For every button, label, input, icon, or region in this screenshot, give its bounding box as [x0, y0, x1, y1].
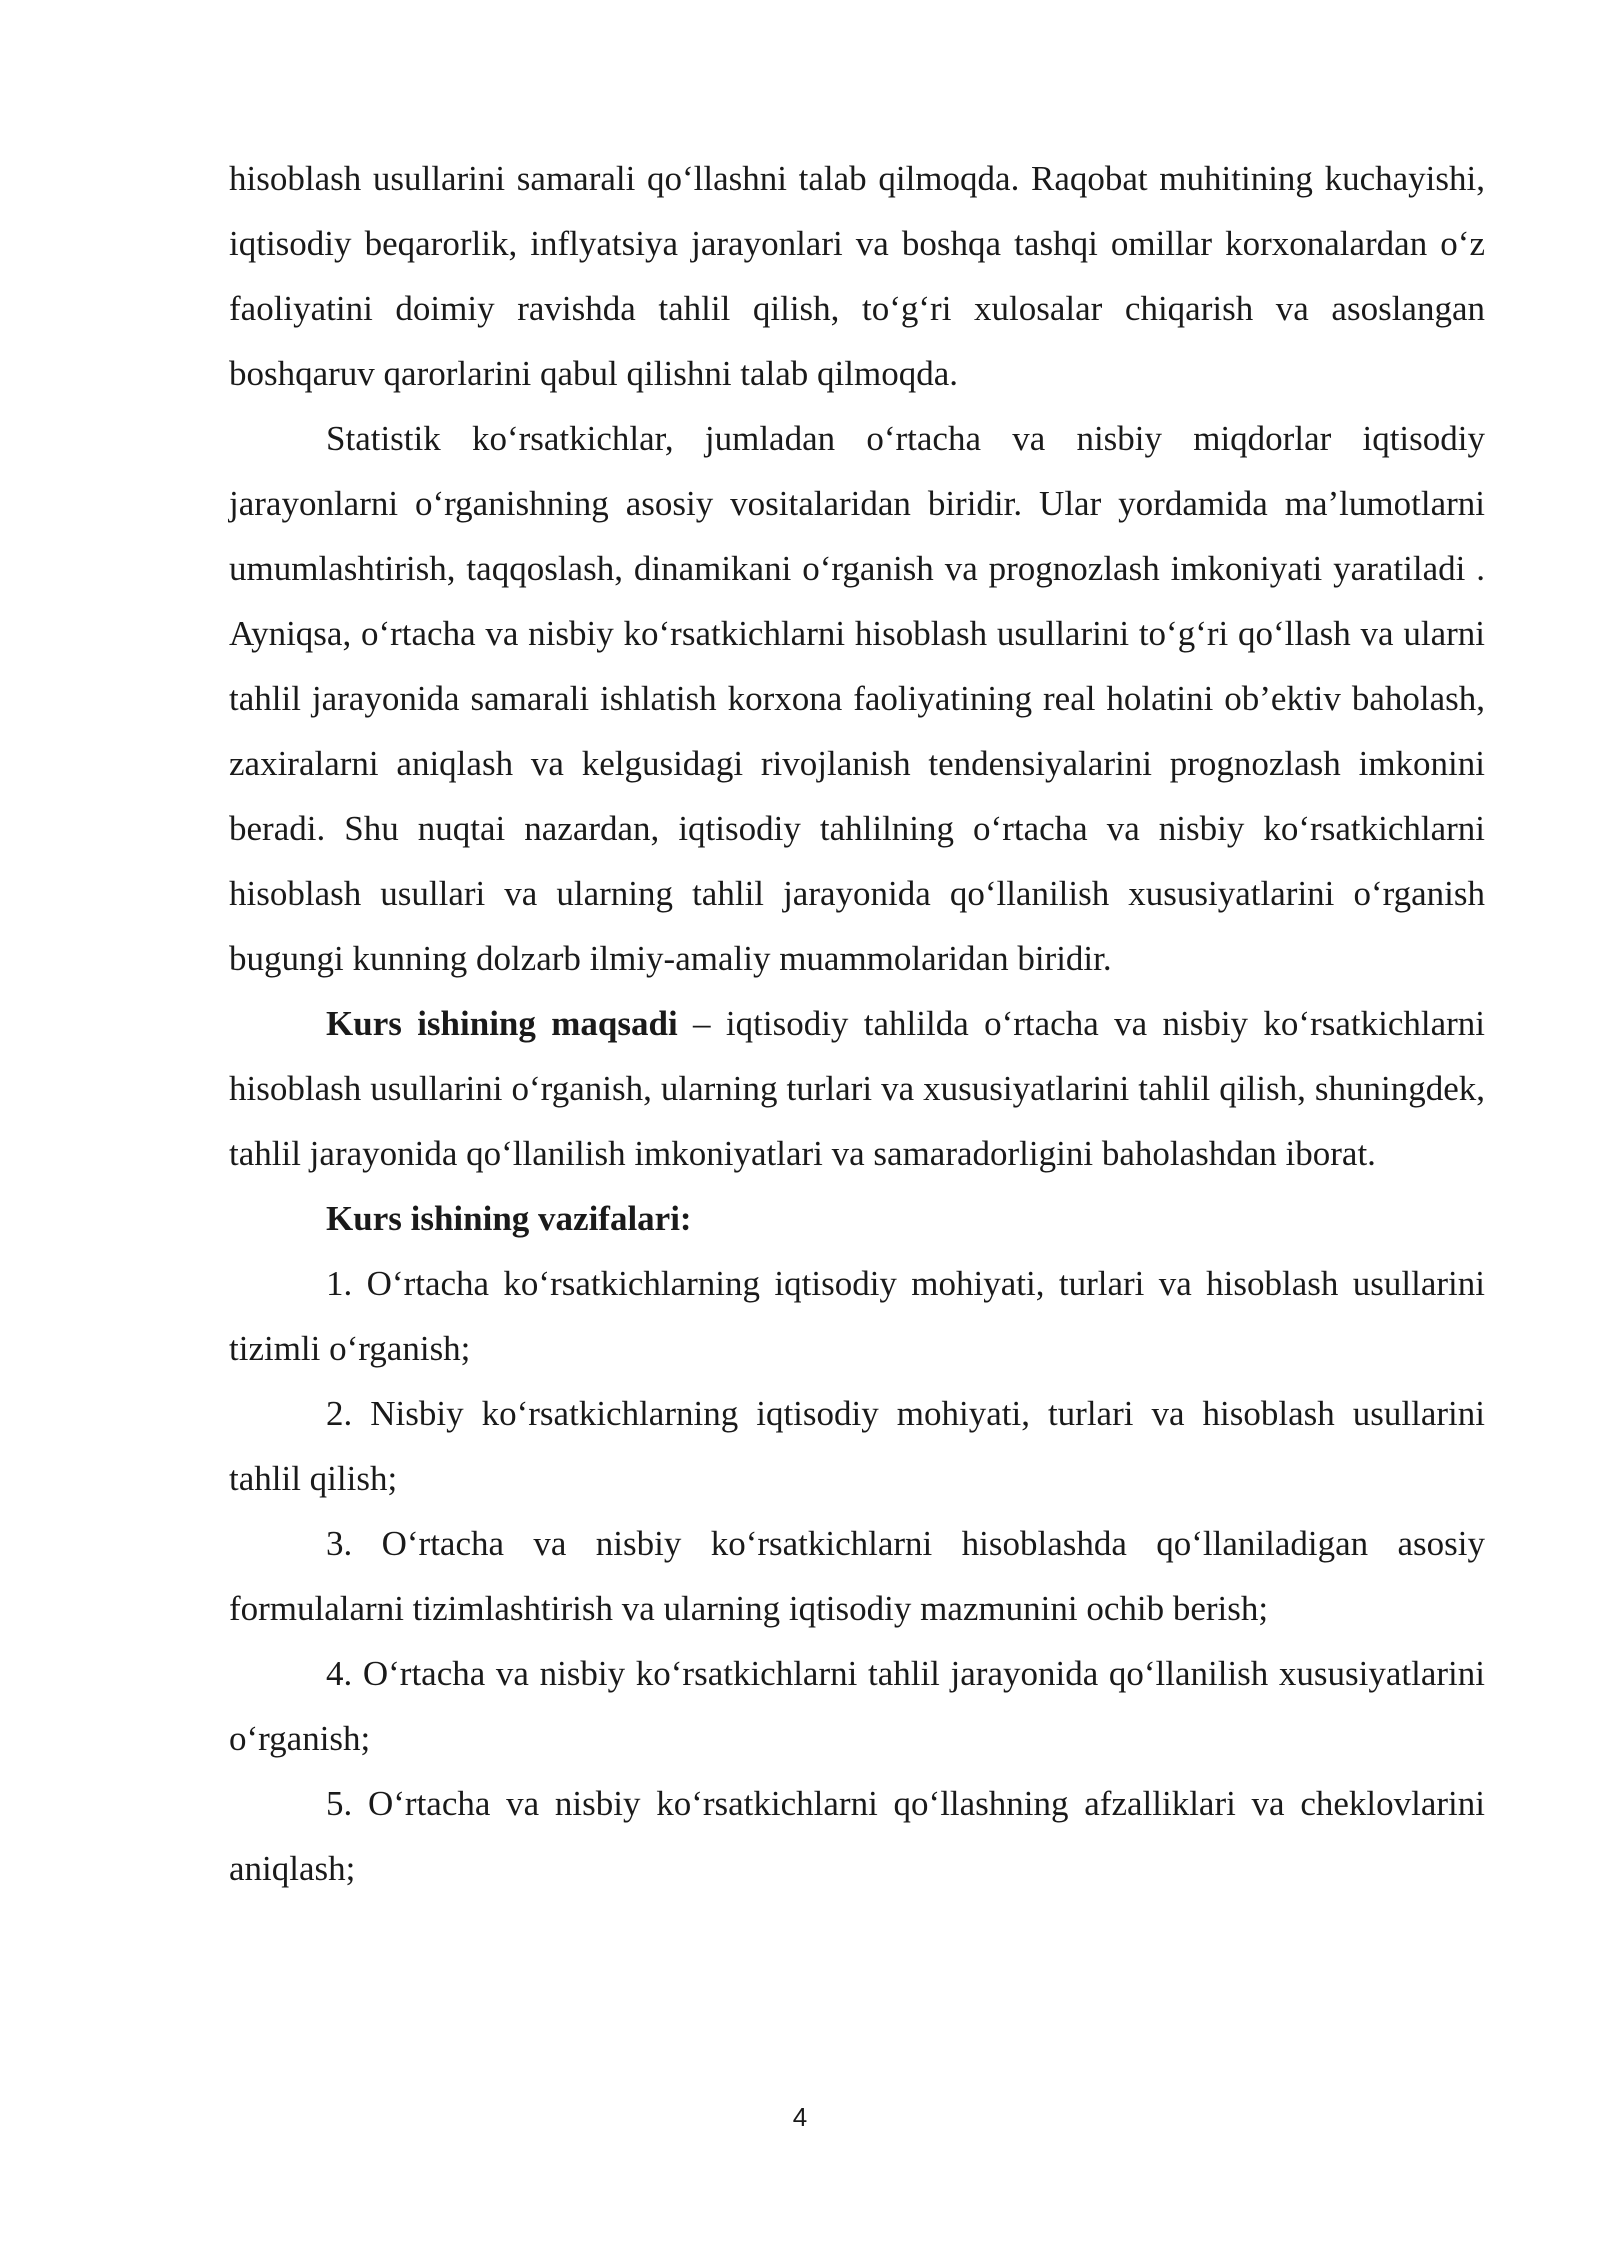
paragraph-course-goal	[229, 991, 1485, 1186]
course-goal-label: Kurs ishining maqsadi	[326, 1004, 678, 1043]
paragraph-statistical-indicators: Statistik ko‘rsatkichlar, jumladan o‘rtacha va nisbiy miqdorlar iqtisodiy jarayonlarni o‘rganishning asosiy vositalaridan biridir. Ular yordamida ma’lumotlarni umumlashtirish, taqqoslash, dinamikani o‘rganish va prognozlash imkoniyati yaratiladi . Ayniqsa, o‘rtacha va nisbiy ko‘rsatkichlarni hisoblash usullarini to‘g‘ri qo‘llash va ularni tahlil jarayonida samarali ishlatish korxona faoliyatining real holatini ob’ektiv baholash, zaxiralarni aniqlash va kelgusidagi rivojlanish tendensiyalarini prognozlash imkonini beradi. Shu nuqtai nazardan, iqtisodiy tahlilning o‘rtacha va nisbiy ko‘rsatkichlarni hisoblash usullari va ularning tahlil jarayonida qo‘llanilish xususiyatlarini o‘rganish bugungi kunning dolzarb ilmiy-amaliy muammolaridan biridir.	[229, 419, 1485, 978]
task-item-5: 5. O‘rtacha va nisbiy ko‘rsatkichlarni qo‘llashning afzalliklari va cheklovlarini aniqlash;	[229, 1784, 1485, 1888]
task-item-1: 1. O‘rtacha ko‘rsatkichlarning iqtisodiy mohiyati, turlari va hisoblash usullarini tizimli o‘rganish;	[229, 1264, 1485, 1368]
task-item-3: 3. O‘rtacha va nisbiy ko‘rsatkichlarni hisoblashda qo‘llaniladigan asosiy formulalarni tizimlashtirish va ularning iqtisodiy mazmunini ochib berish;	[229, 1524, 1485, 1628]
page-number: 4	[792, 2102, 808, 2132]
tasks-heading: Kurs ishining vazifalari:	[326, 1199, 692, 1238]
page-body	[229, 146, 1485, 1901]
course-goal-text: – iqtisodiy tahlilda o‘rtacha va nisbiy ko‘rsatkichlarni hisoblash usullarini o‘rganish, ularning turlari va xususiyatlarini tahlil qilish, shuningdek, tahlil jarayonida qo‘llanilish imkoniyatlari va samaradorligini baholashdan iborat.	[229, 1004, 1486, 1173]
task-item-4: 4. O‘rtacha va nisbiy ko‘rsatkichlarni tahlil jarayonida qo‘llanilish xususiyatlarini o‘rganish;	[229, 1654, 1485, 1758]
task-item-2: 2. Nisbiy ko‘rsatkichlarning iqtisodiy mohiyati, turlari va hisoblash usullarini tahlil qilish;	[229, 1394, 1485, 1498]
paragraph-continuation: hisoblash usullarini samarali qo‘llashni talab qilmoqda. Raqobat muhitining kuchayishi, iqtisodiy beqarorlik, inflyatsiya jarayonlari va boshqa tashqi omillar korxonalardan o‘z faoliyatini doimiy ravishda tahlil qilish, to‘g‘ri xulosalar chiqarish va asoslangan boshqaruv qarorlarini qabul qilishni talab qilmoqda.	[229, 159, 1485, 393]
